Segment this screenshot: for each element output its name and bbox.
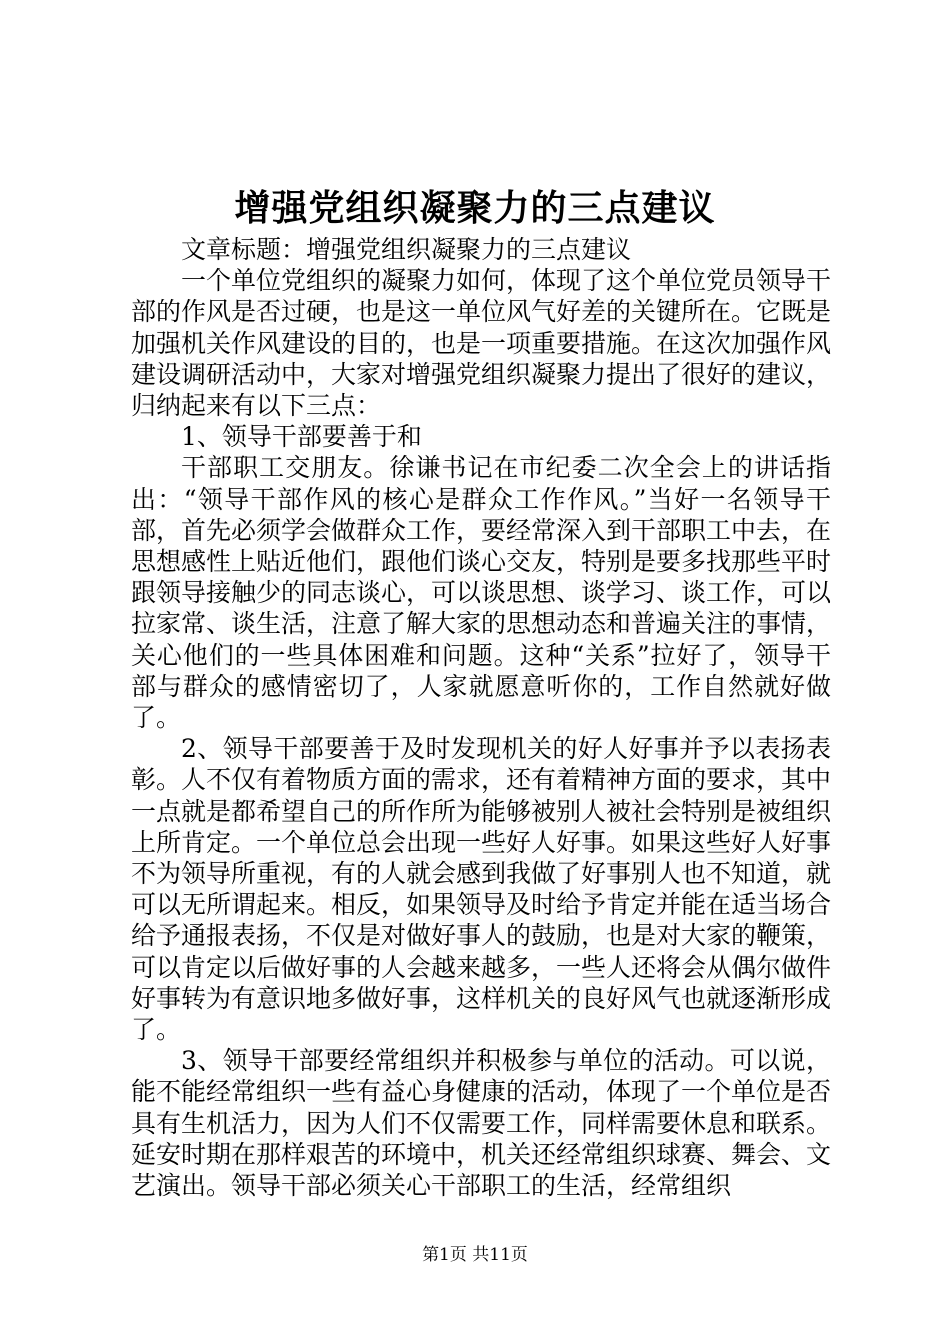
paragraph-point-1-body: 干部职工交朋友。徐谦书记在市纪委二次全会上的讲话指出：“领导干部作风的核心是群众工作作风。”当好一名领导干部，首先必须学会做群众工作，要经常深入到干部职工中去，在思想感性上贴近他们，跟他们谈心交友，特别是要多找那些平时跟领导接触少的同志谈心，可以谈思想、谈学习、谈工作，可以拉家常、谈生活，注意了解大家的思想动态和普遍关注的事情，关心他们的一些具体困难和问题。这种“关系”拉好了，领导干部与群众的感情密切了，人家就愿意听你的，工作自然就好做了。 [131, 453, 832, 733]
paragraph-point-1-heading: 1、领导干部要善于和 [181, 422, 422, 452]
document-title: 增强党组织凝聚力的三点建议 [234, 187, 716, 229]
paragraph-point-3: 3、领导干部要经常组织并积极参与单位的活动。可以说，能不能经常组织一些有益心身健康的活动，体现了一个单位是否具有生机活力，因为人们不仅需要工作，同样需要休息和联系。延安时期在那样艰苦的环境中，机关还经常组织球赛、舞会、文艺演出。领导干部必须关心干部职工的生活，经常组织 [131, 1046, 832, 1201]
paragraph-point-2: 2、领导干部要善于及时发现机关的好人好事并予以表扬表彰。人不仅有着物质方面的需求，还有着精神方面的要求，其中一点就是都希望自己的所作所为能够被别人被社会特别是被组织上所肯定。一个单位总会出现一些好人好事。如果这些好人好事不为领导所重视，有的人就会感到我做了好事别人也不知道，就可以无所谓起来。相反，如果领导及时给予肯定并能在适当场合给予通报表扬，不仅是对做好事人的鼓励，也是对大家的鞭策，可以肯定以后做好事的人会越来越多，一些人还将会从偶尔做件好事转为有意识地多做好事，这样机关的良好风气也就逐渐形成了。 [131, 734, 832, 1045]
page-number-footer: 第1页 共11页 [422, 1245, 528, 1265]
document-body [131, 234, 831, 1201]
paragraph-article-heading: 文章标题：增强党组织凝聚力的三点建议 [181, 235, 632, 264]
paragraph-intro: 一个单位党组织的凝聚力如何，体现了这个单位党员领导干部的作风是否过硬，也是这一单位风气好差的关键所在。它既是加强机关作风建设的目的，也是一项重要措施。在这次加强作风建设调研活动中，大家对增强党组织凝聚力提出了很好的建议，归纳起来有以下三点： [131, 266, 832, 421]
